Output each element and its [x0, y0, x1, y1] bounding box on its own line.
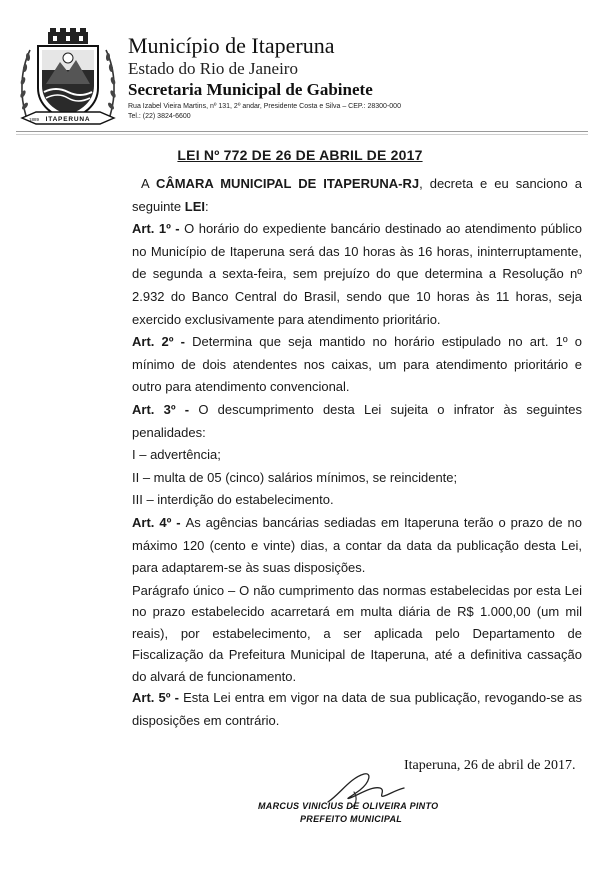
- office-name: Secretaria Municipal de Gabinete: [128, 80, 373, 99]
- coat-of-arms-icon: [16, 26, 120, 130]
- penalty-item-2: II – multa de 05 (cinco) salários mínimos, se reincidente;: [132, 469, 458, 485]
- header-divider-secondary: [16, 134, 588, 135]
- article-2-text: Determina que seja mantido no horário estipulado no art. 1º o mínimo de dois atendentes nos caixas, um para atendimento prioritário e outro para atendimento convencional.: [132, 334, 582, 395]
- article-1: [132, 218, 582, 331]
- article-1-label: Art. 1º -: [132, 221, 185, 237]
- office-address: Rua Izabel Vieira Martins, nº 131, 2º andar, Presidente Costa e Silva – CEP.: 28300-000: [128, 103, 401, 110]
- header-divider: [16, 131, 588, 132]
- article-4: [132, 512, 582, 580]
- article-2-label: Art. 2º -: [132, 334, 193, 350]
- signer-name: MARCUS VINICIUS DE OLIVEIRA PINTO: [258, 801, 439, 811]
- penalty-item-3: III – interdição do estabelecimento.: [132, 492, 334, 508]
- signer-title: PREFEITO MUNICIPAL: [300, 814, 403, 824]
- office-phone: Tel.: (22) 3824-6600: [128, 113, 191, 120]
- article-5: [132, 687, 582, 732]
- article-1-text: O horário do expediente bancário destinado ao atendimento público no Município de Itaperuna será das 10 horas às 16 horas, ininterruptamente, de segunda a sexta-feira, sem prejuízo do que determina a Resolução nº 2.932 do Banco Central do Brasil, sendo que 10 horas às 11 horas, seja exercido exclusivamente para atendimento prioritário.: [132, 221, 583, 327]
- article-5-label: Art. 5º -: [132, 690, 184, 706]
- article-3-label: Art. 3º -: [132, 401, 199, 417]
- article-3-text: O descumprimento desta Lei sujeita o infrator às seguintes penalidades:: [132, 401, 583, 440]
- penalty-item-1: I – advertência;: [132, 447, 221, 463]
- chamber-name: CÂMARA MUNICIPAL DE ITAPERUNA-RJ: [155, 176, 420, 191]
- article-5-text: Esta Lei entra em vigor na data de sua publicação, revogando-se as disposições em contrário.: [132, 690, 583, 728]
- signing-date: Itaperuna, 26 de abril de 2017.: [404, 758, 576, 773]
- law-intro: A CÂMARA MUNICIPAL DE ITAPERUNA-RJ, decreta e eu sanciono a seguinte LEI:: [132, 176, 582, 214]
- municipality-name: Município de Itaperuna: [128, 33, 335, 58]
- law-title: LEI Nº 772 DE 26 DE ABRIL DE 2017: [177, 147, 423, 163]
- state-name: Estado do Rio de Janeiro: [128, 59, 298, 78]
- article-4-text: As agências bancárias sediadas em Itaperuna terão o prazo de no máximo 120 (cento e vinte) dias, a contar da data da publicação desta Lei, para adaptarem-se às suas disposições.: [132, 514, 582, 576]
- article-3: [132, 399, 582, 444]
- article-2: [132, 331, 582, 399]
- crest-year: 1889: [29, 117, 40, 122]
- sole-paragraph: Parágrafo único – O não cumprimento das normas estabelecidas por esta Lei no prazo estabelecido acarretará em multa diária de R$ 1.000,00 (um mil reais), por estabelecimento, a ser aplicada pelo Departamento de Fiscalização da Prefeitura Municipal de Itaperuna, até a definitiva cassação do alvará de funcionamento.: [132, 582, 582, 684]
- law-body: [132, 173, 582, 732]
- letterhead: [128, 34, 558, 122]
- crest-banner: ITAPERUNA: [45, 116, 91, 123]
- article-4-label: Art. 4º -: [132, 514, 186, 530]
